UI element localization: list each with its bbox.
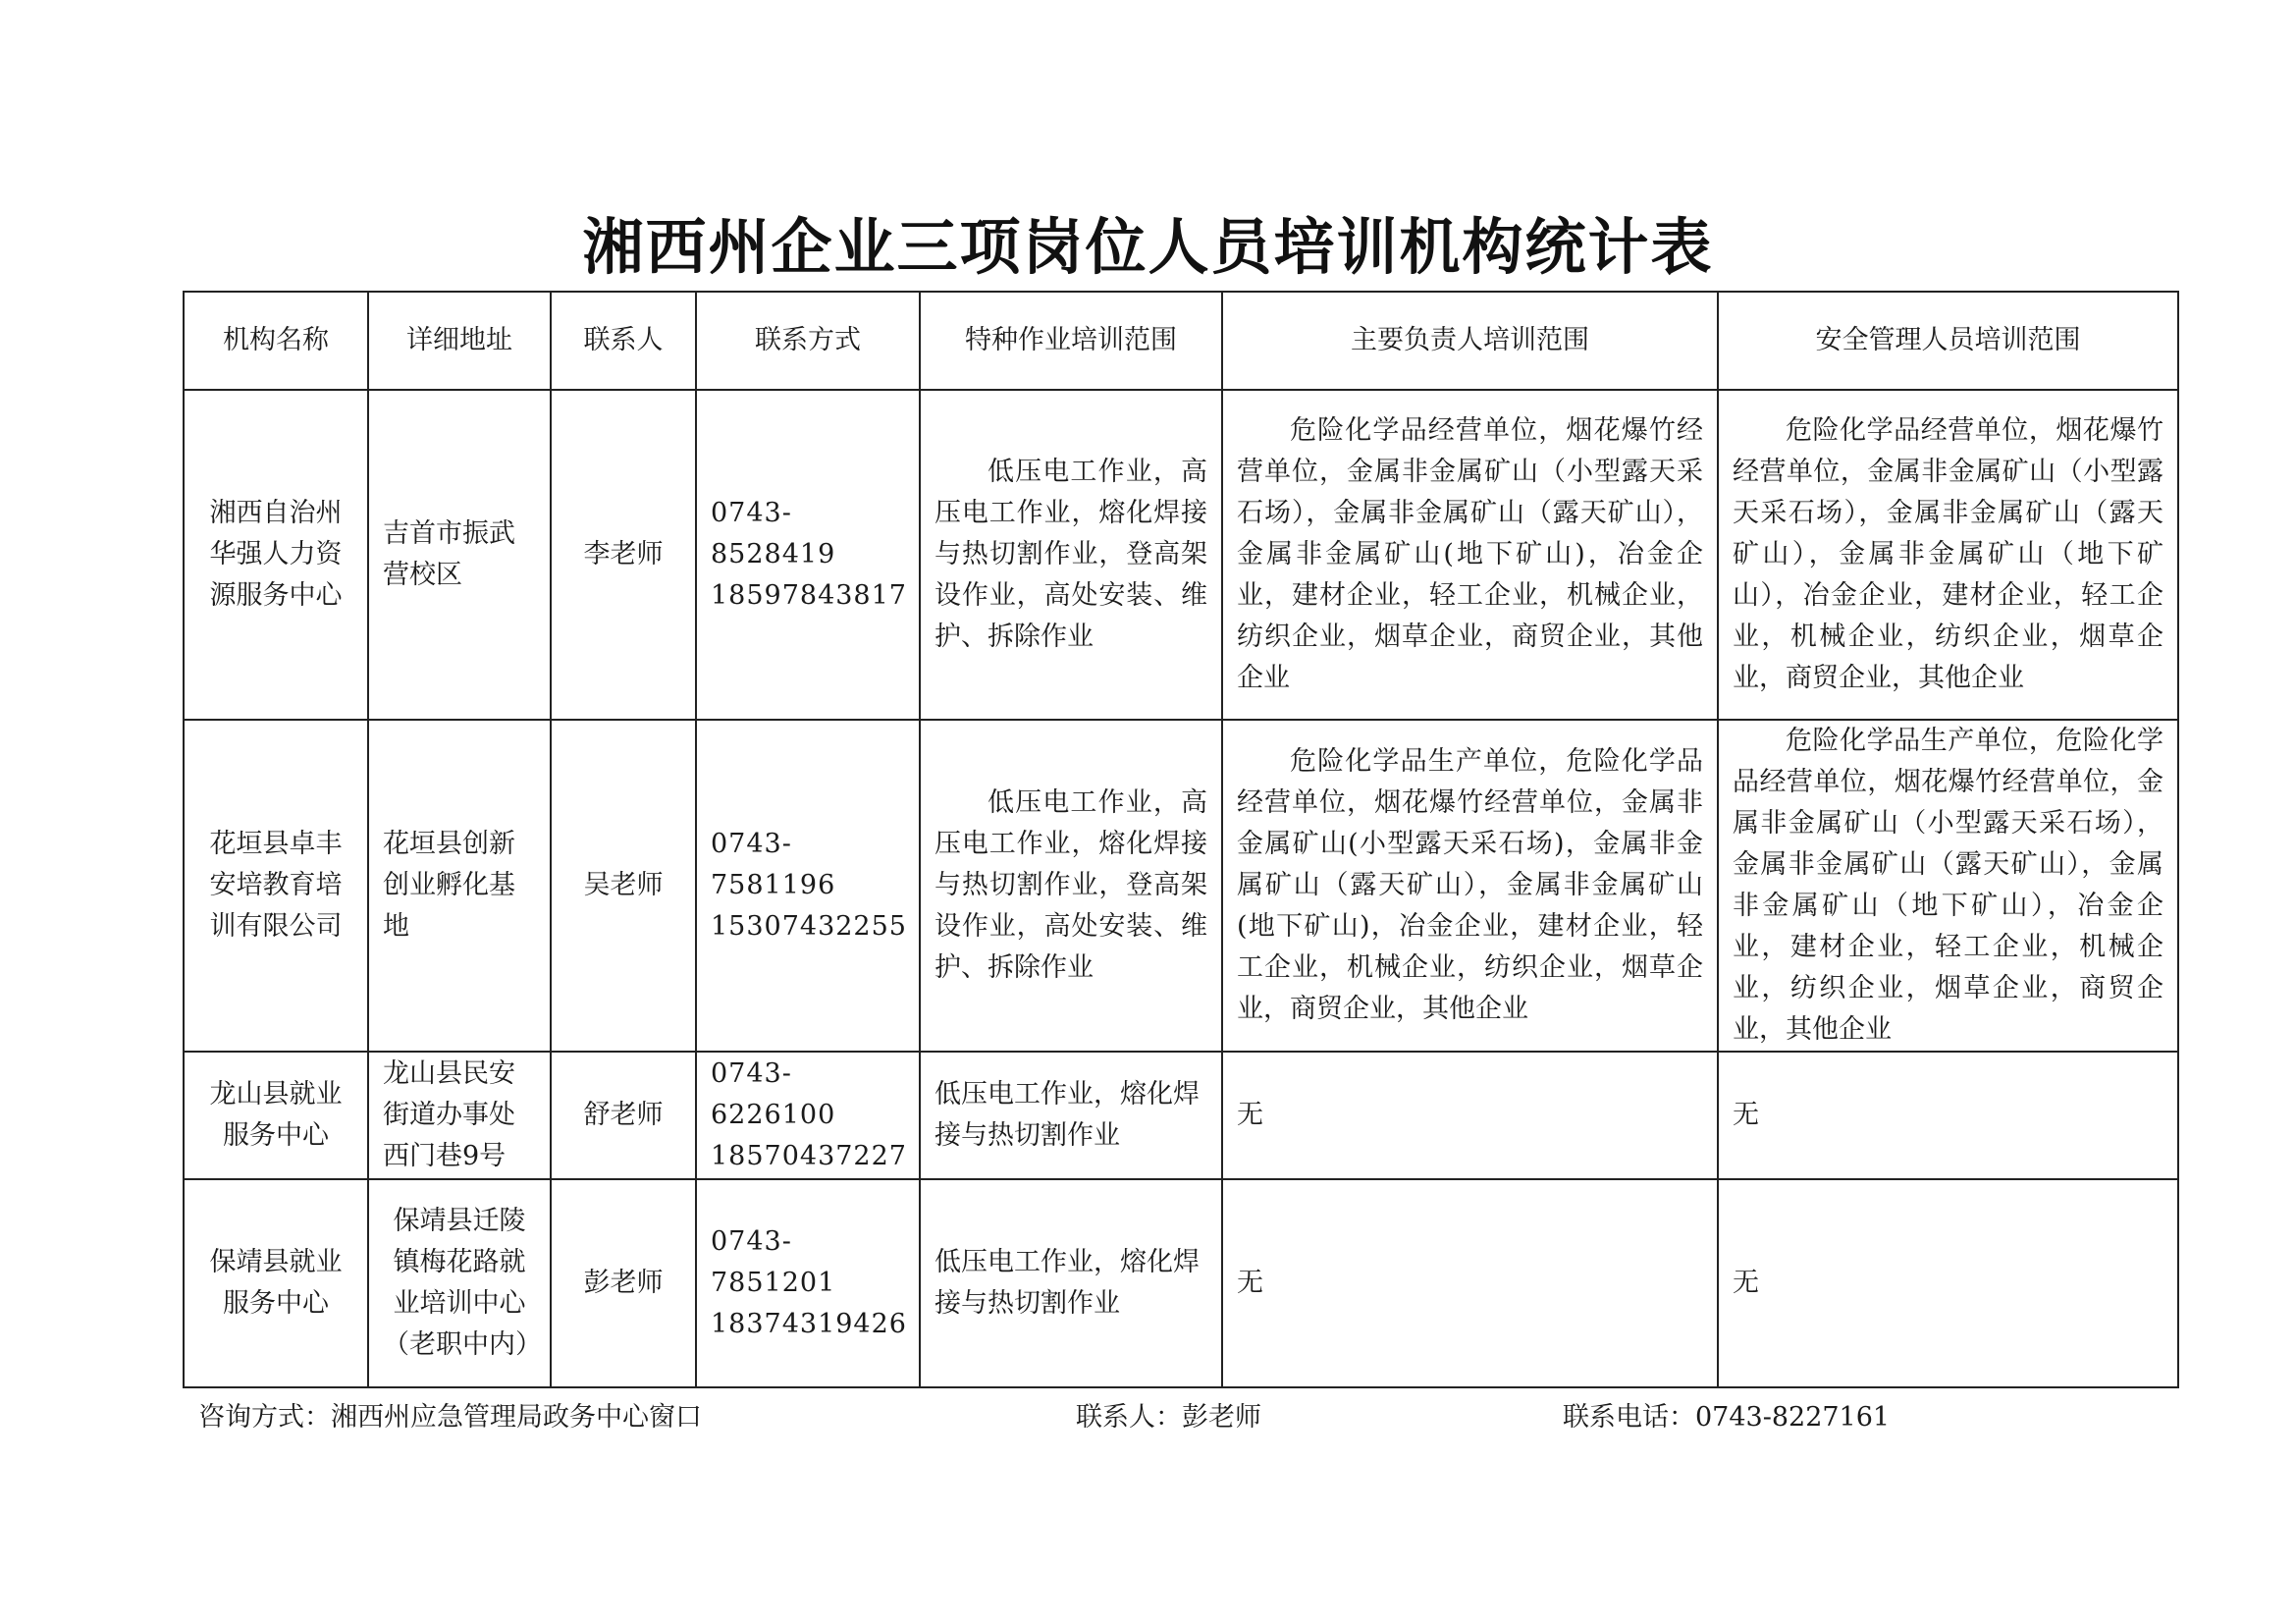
contact-phones — [696, 1052, 920, 1179]
contact-person: 吴老师 — [551, 720, 696, 1052]
special-ops-scope: 低压电工作业，熔化焊接与热切割作业 — [920, 1179, 1222, 1387]
institution-name: 花垣县卓丰安培教育培训有限公司 — [184, 720, 368, 1052]
contact-phones — [696, 720, 920, 1052]
institution-name: 保靖县就业服务中心 — [184, 1179, 368, 1387]
special-ops-scope: 低压电工作业，熔化焊接与热切割作业 — [920, 1052, 1222, 1179]
principal-scope: 危险化学品经营单位，烟花爆竹经营单位，金属非金属矿山（小型露天采石场），金属非金属矿山（露天矿山），金属非金属矿山(地下矿山)，冶金企业，建材企业，轻工企业，机械企业，纺织企业，烟草企业，商贸企业，其他企业 — [1222, 390, 1718, 720]
contact-person: 舒老师 — [551, 1052, 696, 1179]
footer-contact-phone: 联系电话：0743-8227161 — [1563, 1402, 1891, 1433]
contact-person: 李老师 — [551, 390, 696, 720]
footer-contact-person: 联系人：彭老师 — [1076, 1402, 1261, 1433]
header-principal-scope: 主要负责人培训范围 — [1222, 292, 1718, 390]
page-title: 湘西州企业三项岗位人员培训机构统计表 — [582, 211, 1714, 283]
safety-mgmt-scope: 危险化学品经营单位，烟花爆竹经营单位，金属非金属矿山（小型露天采石场），金属非金属矿山（露天矿山），金属非金属矿山（地下矿山），冶金企业，建材企业，轻工企业，机械企业，纺织企业，烟草企业，商贸企业，其他企业 — [1718, 390, 2178, 720]
phone-mobile: 18374319426 — [711, 1309, 907, 1339]
table-row — [184, 390, 2178, 720]
header-special-ops-scope: 特种作业培训范围 — [920, 292, 1222, 390]
principal-scope: 危险化学品生产单位，危险化学品经营单位，烟花爆竹经营单位，金属非金属矿山(小型露天采石场)，金属非金属矿山（露天矿山），金属非金属矿山(地下矿山)，冶金企业，建材企业，轻工企业，机械企业，纺织企业，烟草企业，商贸企业，其他企业 — [1222, 720, 1718, 1052]
special-ops-scope: 低压电工作业，高压电工作业，熔化焊接与热切割作业，登高架设作业，高处安装、维护、拆除作业 — [920, 720, 1222, 1052]
header-contact-method: 联系方式 — [696, 292, 920, 390]
table-row — [184, 720, 2178, 1052]
phone-landline: 0743-8528419 — [711, 498, 836, 569]
safety-mgmt-scope: 危险化学品生产单位，危险化学品经营单位，烟花爆竹经营单位，金属非金属矿山（小型露天采石场），金属非金属矿山（露天矿山），金属非金属矿山（地下矿山），冶金企业，建材企业，轻工企业，机械企业，纺织企业，烟草企业，商贸企业，其他企业 — [1718, 720, 2178, 1052]
institution-address: 吉首市振武营校区 — [368, 390, 551, 720]
phone-mobile: 18597843817 — [711, 580, 907, 611]
institution-address: 花垣县创新创业孵化基地 — [368, 720, 551, 1052]
safety-mgmt-scope: 无 — [1718, 1052, 2178, 1179]
institution-name: 湘西自治州华强人力资源服务中心 — [184, 390, 368, 720]
contact-phones — [696, 390, 920, 720]
header-address: 详细地址 — [368, 292, 551, 390]
institution-address: 保靖县迁陵镇梅花路就业培训中心（老职中内） — [368, 1179, 551, 1387]
table-row — [184, 1052, 2178, 1179]
header-institution-name: 机构名称 — [184, 292, 368, 390]
institution-address: 龙山县民安街道办事处西门巷9号 — [368, 1052, 551, 1179]
phone-landline: 0743-6226100 — [711, 1058, 836, 1130]
principal-scope: 无 — [1222, 1052, 1718, 1179]
phone-mobile: 15307432255 — [711, 911, 907, 942]
special-ops-scope: 低压电工作业，高压电工作业，熔化焊接与热切割作业，登高架设作业，高处安装、维护、拆除作业 — [920, 390, 1222, 720]
contact-person: 彭老师 — [551, 1179, 696, 1387]
header-contact-person: 联系人 — [551, 292, 696, 390]
phone-landline: 0743-7581196 — [711, 829, 836, 900]
principal-scope: 无 — [1222, 1179, 1718, 1387]
institution-name: 龙山县就业服务中心 — [184, 1052, 368, 1179]
safety-mgmt-scope: 无 — [1718, 1179, 2178, 1387]
table-row — [184, 1179, 2178, 1387]
footer-consult: 咨询方式：湘西州应急管理局政务中心窗口 — [198, 1402, 702, 1433]
phone-landline: 0743-7851201 — [711, 1226, 836, 1298]
phone-mobile: 18570437227 — [711, 1141, 907, 1171]
table-header-row — [184, 292, 2178, 390]
training-institutions-table — [183, 291, 2179, 1388]
header-safety-mgmt-scope: 安全管理人员培训范围 — [1718, 292, 2178, 390]
contact-phones — [696, 1179, 920, 1387]
